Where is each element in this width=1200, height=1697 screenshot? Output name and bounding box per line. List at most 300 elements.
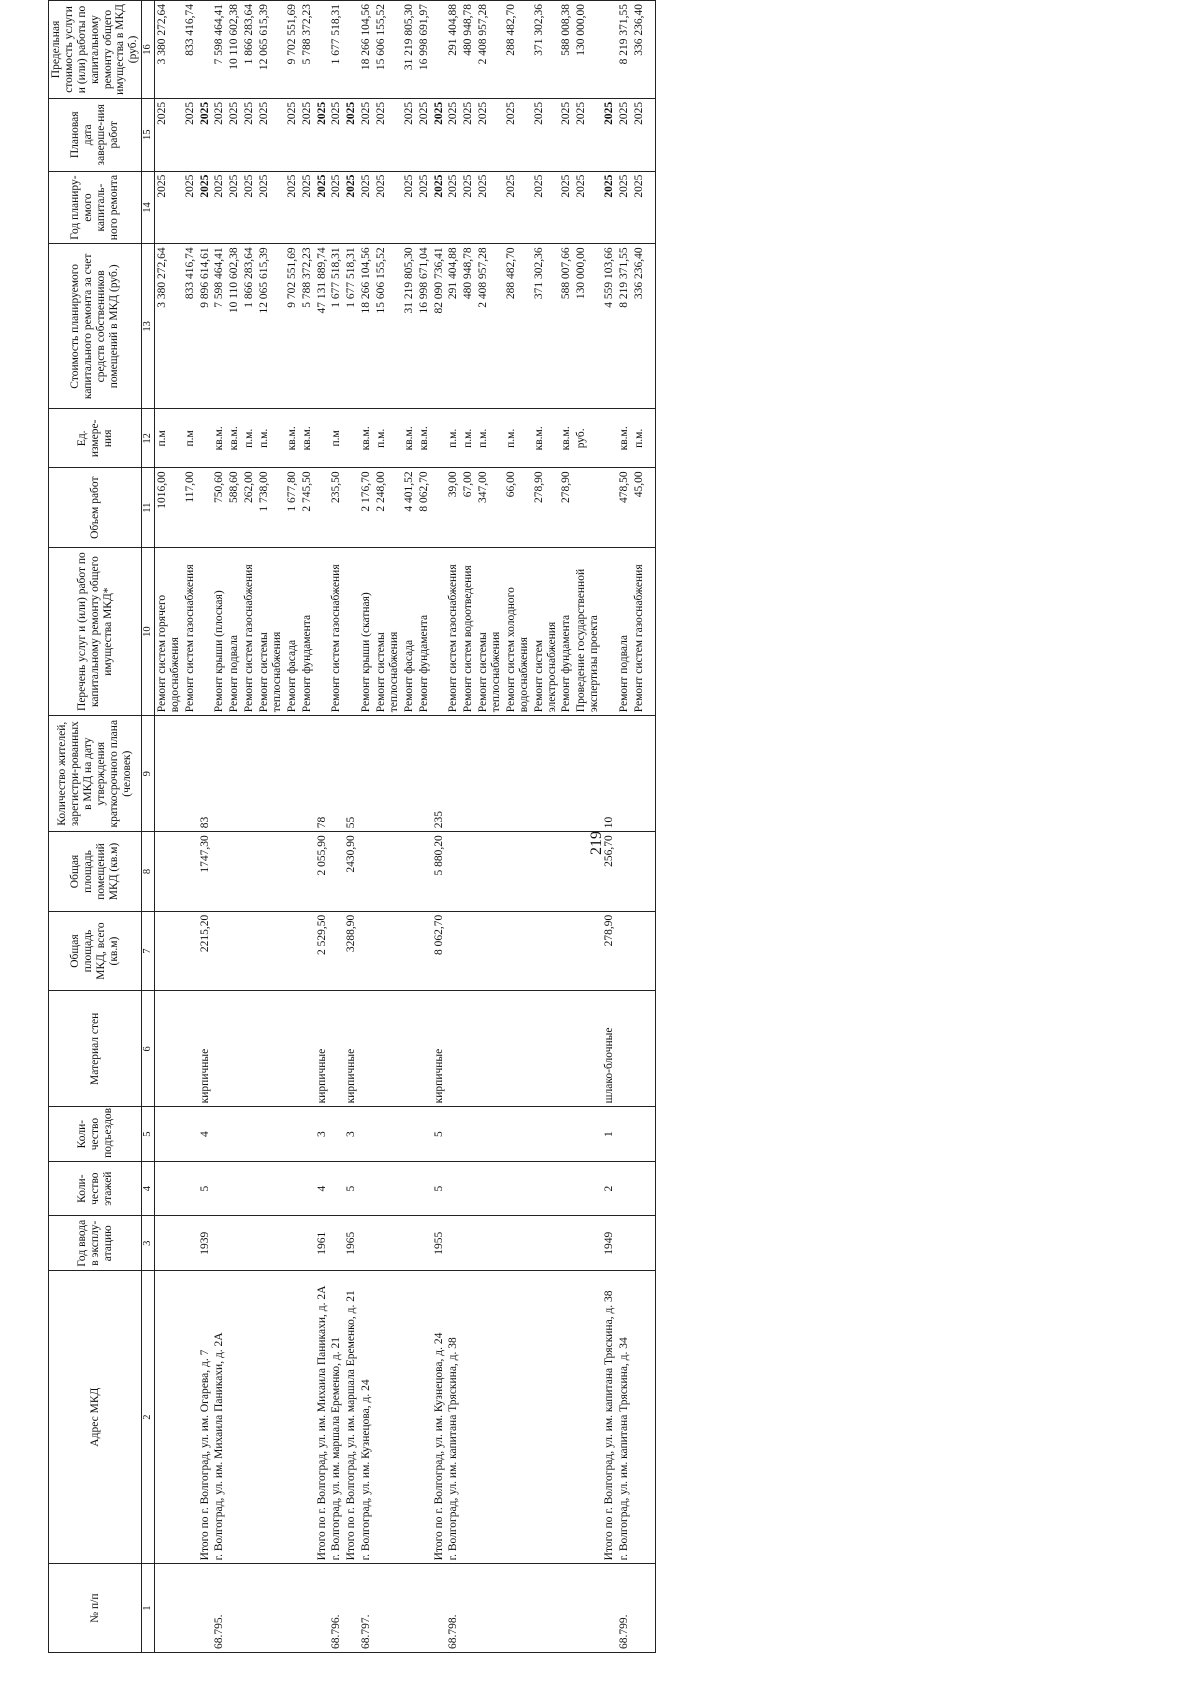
cell-col-11: 2 248,00: [374, 468, 402, 548]
cell-col-2: [461, 1271, 476, 1564]
cell-col-2: Итого по г. Волгоград, ул. им. Огарева, д. 7: [198, 1271, 213, 1564]
table-row: [374, 1, 402, 1653]
total-row: [432, 1, 447, 1653]
cell-col-4: [183, 1161, 198, 1216]
cell-col-6: [617, 991, 632, 1107]
cell-col-6: [374, 991, 402, 1107]
cell-col-2: [574, 1271, 602, 1564]
table-row: [285, 1, 300, 1653]
cell-col-11: 478,50: [617, 468, 632, 548]
cell-col-1: [183, 1564, 198, 1653]
cell-col-5: [504, 1107, 532, 1162]
cell-col-8: 2430,90: [344, 832, 359, 912]
cell-col-16: 1 677 518,31: [329, 1, 344, 99]
cell-col-13: 82 090 736,41: [432, 244, 447, 409]
cell-col-5: [632, 1107, 647, 1162]
cell-col-6: кирпичные: [315, 991, 330, 1107]
cell-col-13: 5 788 372,23: [300, 244, 315, 409]
cell-col-3: 1949: [602, 1216, 617, 1271]
cell-col-3: [154, 1216, 182, 1271]
cell-col-9: [574, 716, 602, 832]
cell-col-5: 3: [344, 1107, 359, 1162]
column-header-7: Общая площадь МКД, всего (кв.м): [49, 911, 142, 991]
cell-col-9: 55: [344, 716, 359, 832]
cell-col-1: 68.796.: [329, 1564, 344, 1653]
column-header-13: Стоимость планируемого капитального ремонта за счет средств собственников помещений в МКД (руб.): [49, 244, 142, 409]
cell-col-13: 15 606 155,52: [374, 244, 402, 409]
column-header-12: Ед. измере-ния: [49, 409, 142, 468]
cell-col-3: [402, 1216, 417, 1271]
cell-col-13: 1 677 518,31: [329, 244, 344, 409]
cell-col-8: 2 055,90: [315, 832, 330, 912]
cell-col-15: 2025: [461, 98, 476, 171]
total-row: [602, 1, 617, 1653]
table-row: [329, 1, 344, 1653]
cell-col-1: [315, 1564, 330, 1653]
cell-col-3: 1939: [198, 1216, 213, 1271]
bottom-cell: [647, 716, 656, 832]
cell-col-16: [432, 1, 447, 99]
cell-col-10: Ремонт систем электроснабжения: [532, 547, 560, 715]
column-number-7: 7: [142, 911, 155, 991]
cell-col-10: Ремонт фундамента: [417, 547, 432, 715]
cell-col-11: 2 745,50: [300, 468, 315, 548]
cell-col-3: [559, 1216, 574, 1271]
bottom-cell: [647, 832, 656, 912]
cell-col-8: 256,70: [602, 832, 617, 912]
cell-col-10: Ремонт систем холодного водоснабжения: [504, 547, 532, 715]
cell-col-12: п.м.: [242, 409, 257, 468]
cell-col-7: [183, 911, 198, 991]
cell-col-15: 2025: [574, 98, 602, 171]
cell-col-3: [574, 1216, 602, 1271]
cell-col-2: [227, 1271, 242, 1564]
cell-col-15: 2025: [344, 98, 359, 171]
cell-col-5: [532, 1107, 560, 1162]
cell-col-8: [212, 832, 227, 912]
cell-col-1: 68.799.: [617, 1564, 632, 1653]
cell-col-9: [559, 716, 574, 832]
cell-col-3: [617, 1216, 632, 1271]
cell-col-7: [402, 911, 417, 991]
cell-col-3: [417, 1216, 432, 1271]
column-number-15: 15: [142, 98, 155, 171]
cell-col-13: 130 000,00: [574, 244, 602, 409]
cell-col-12: п.м.: [476, 409, 504, 468]
cell-col-8: 5 880,20: [432, 832, 447, 912]
cell-col-2: [504, 1271, 532, 1564]
cell-col-7: 8 062,70: [432, 911, 447, 991]
cell-col-1: [574, 1564, 602, 1653]
table-row: [446, 1, 461, 1653]
column-number-3: 3: [142, 1216, 155, 1271]
table-row: [227, 1, 242, 1653]
total-row: [315, 1, 330, 1653]
column-header-16: Предельная стоимость услуги и (или) работы по капитальному ремонту общего имущества в МКД (руб.): [49, 1, 142, 99]
cell-col-9: [285, 716, 300, 832]
bottom-cell: [647, 1161, 656, 1216]
cell-col-7: [257, 911, 285, 991]
cell-col-15: 2025: [559, 98, 574, 171]
cell-col-1: [632, 1564, 647, 1653]
cell-col-3: [300, 1216, 315, 1271]
cell-col-6: [559, 991, 574, 1107]
cell-col-10: Ремонт систем водоотведения: [461, 547, 476, 715]
cell-col-4: 2: [602, 1161, 617, 1216]
cell-col-8: [359, 832, 374, 912]
cell-col-15: 2025: [183, 98, 198, 171]
cell-col-7: [574, 911, 602, 991]
cell-col-10: Ремонт систем газоснабжения: [183, 547, 198, 715]
table-row: [504, 1, 532, 1653]
cell-col-6: [227, 991, 242, 1107]
cell-col-5: [300, 1107, 315, 1162]
cell-col-2: г. Волгоград, ул. им. Михаила Паникахи, д. 2А: [212, 1271, 227, 1564]
column-number-row: [142, 1, 155, 1653]
bottom-cell: [647, 547, 656, 715]
cell-col-15: 2025: [198, 98, 213, 171]
cell-col-8: [402, 832, 417, 912]
cell-col-10: Ремонт фундамента: [300, 547, 315, 715]
cell-col-4: [504, 1161, 532, 1216]
cell-col-15: 2025: [329, 98, 344, 171]
column-header-2: Адрес МКД: [49, 1271, 142, 1564]
cell-col-1: 68.798.: [446, 1564, 461, 1653]
table-row: [559, 1, 574, 1653]
cell-col-2: [242, 1271, 257, 1564]
cell-col-4: [446, 1161, 461, 1216]
cell-col-2: [632, 1271, 647, 1564]
cell-col-8: [532, 832, 560, 912]
cell-col-6: [242, 991, 257, 1107]
cell-col-10: Ремонт системы теплоснабжения: [476, 547, 504, 715]
cell-col-6: [212, 991, 227, 1107]
cell-col-14: 2025: [402, 171, 417, 244]
cell-col-14: 2025: [417, 171, 432, 244]
column-number-5: 5: [142, 1107, 155, 1162]
cell-col-10: Ремонт подвала: [227, 547, 242, 715]
table-row: [461, 1, 476, 1653]
cell-col-6: шлако-блочные: [602, 991, 617, 1107]
cell-col-12: [432, 409, 447, 468]
cell-col-11: 750,60: [212, 468, 227, 548]
cell-col-14: 2025: [285, 171, 300, 244]
cell-col-12: кв.м.: [285, 409, 300, 468]
cell-col-14: 2025: [198, 171, 213, 244]
column-header-1: № п/п: [49, 1564, 142, 1653]
cell-col-16: 1 866 283,64: [242, 1, 257, 99]
cell-col-1: [559, 1564, 574, 1653]
cell-col-2: [559, 1271, 574, 1564]
cell-col-13: 4 559 103,66: [602, 244, 617, 409]
table-row: [476, 1, 504, 1653]
cell-col-11: 45,00: [632, 468, 647, 548]
cell-col-1: [257, 1564, 285, 1653]
cell-col-13: 2 408 957,28: [476, 244, 504, 409]
cell-col-7: 3288,90: [344, 911, 359, 991]
cell-col-5: [374, 1107, 402, 1162]
cell-col-12: [198, 409, 213, 468]
cell-col-12: кв.м.: [559, 409, 574, 468]
cell-col-7: [227, 911, 242, 991]
bottom-cell: [647, 1, 656, 99]
cell-col-7: [359, 911, 374, 991]
table-row: [417, 1, 432, 1653]
cell-col-13: 1 677 518,31: [344, 244, 359, 409]
cell-col-14: 2025: [359, 171, 374, 244]
cell-col-16: 130 000,00: [574, 1, 602, 99]
cell-col-8: [374, 832, 402, 912]
cell-col-8: [227, 832, 242, 912]
cell-col-13: 588 007,66: [559, 244, 574, 409]
cell-col-16: [344, 1, 359, 99]
cell-col-14: 2025: [574, 171, 602, 244]
cell-col-16: 288 482,70: [504, 1, 532, 99]
cell-col-6: [461, 991, 476, 1107]
cell-col-6: [300, 991, 315, 1107]
cell-col-6: [504, 991, 532, 1107]
cell-col-10: [432, 547, 447, 715]
cell-col-15: 2025: [602, 98, 617, 171]
cell-col-14: 2025: [461, 171, 476, 244]
cell-col-7: [504, 911, 532, 991]
cell-col-8: [257, 832, 285, 912]
column-number-10: 10: [142, 547, 155, 715]
cell-col-13: 3 380 272,64: [154, 244, 182, 409]
cell-col-9: [617, 716, 632, 832]
cell-col-4: [461, 1161, 476, 1216]
cell-col-10: [602, 547, 617, 715]
cell-col-9: [476, 716, 504, 832]
cell-col-12: кв.м.: [402, 409, 417, 468]
cell-col-14: 2025: [227, 171, 242, 244]
cell-col-11: 278,90: [532, 468, 560, 548]
cell-col-16: [198, 1, 213, 99]
cell-col-4: 4: [315, 1161, 330, 1216]
cell-col-7: [632, 911, 647, 991]
cell-col-2: [257, 1271, 285, 1564]
cell-col-2: г. Волгоград, ул. им. маршала Еременко, д. 21: [329, 1271, 344, 1564]
cell-col-16: 7 598 464,41: [212, 1, 227, 99]
cell-col-10: [344, 547, 359, 715]
cell-col-2: Итого по г. Волгоград, ул. им. Михаила Паникахи, д. 2А: [315, 1271, 330, 1564]
cell-col-2: [183, 1271, 198, 1564]
table-row: [300, 1, 315, 1653]
cell-col-6: кирпичные: [344, 991, 359, 1107]
cell-col-9: [329, 716, 344, 832]
cell-col-12: кв.м.: [532, 409, 560, 468]
cell-col-8: [329, 832, 344, 912]
cell-col-5: 4: [198, 1107, 213, 1162]
cell-col-10: Ремонт систем газоснабжения: [446, 547, 461, 715]
cell-col-16: [315, 1, 330, 99]
cell-col-14: 2025: [329, 171, 344, 244]
cell-col-8: [559, 832, 574, 912]
cell-col-11: 1016,00: [154, 468, 182, 548]
cell-col-6: [574, 991, 602, 1107]
cell-col-12: кв.м.: [417, 409, 432, 468]
cell-col-1: [402, 1564, 417, 1653]
cell-col-13: 9 702 551,69: [285, 244, 300, 409]
cell-col-9: [257, 716, 285, 832]
cell-col-5: [359, 1107, 374, 1162]
cell-col-16: 16 998 691,97: [417, 1, 432, 99]
cell-col-9: [227, 716, 242, 832]
column-header-4: Коли-чество этажей: [49, 1161, 142, 1216]
cell-col-15: 2025: [402, 98, 417, 171]
column-number-12: 12: [142, 409, 155, 468]
cell-col-12: п.м.: [257, 409, 285, 468]
cell-col-7: [476, 911, 504, 991]
cell-col-5: [574, 1107, 602, 1162]
cell-col-10: [315, 547, 330, 715]
cell-col-15: 2025: [532, 98, 560, 171]
column-header-9: Количество жителей, зарегистри-рованных в МКД на дату утверждения краткосрочного плана (человек): [49, 716, 142, 832]
cell-col-11: 66,00: [504, 468, 532, 548]
cell-col-14: 2025: [617, 171, 632, 244]
cell-col-5: [402, 1107, 417, 1162]
table-bottom-row: [647, 1, 656, 1653]
cell-col-8: [617, 832, 632, 912]
cell-col-9: [402, 716, 417, 832]
cell-col-3: [632, 1216, 647, 1271]
cell-col-14: 2025: [154, 171, 182, 244]
cell-col-10: Ремонт крыши (плоская): [212, 547, 227, 715]
cell-col-1: [300, 1564, 315, 1653]
cell-col-7: [242, 911, 257, 991]
cell-col-5: [242, 1107, 257, 1162]
bottom-cell: [647, 1271, 656, 1564]
cell-col-9: [504, 716, 532, 832]
cell-col-8: [417, 832, 432, 912]
cell-col-5: [461, 1107, 476, 1162]
cell-col-5: [617, 1107, 632, 1162]
cell-col-6: [632, 991, 647, 1107]
cell-col-12: п.м.: [446, 409, 461, 468]
column-header-15: Плановая дата заверше-ния работ: [49, 98, 142, 171]
cell-col-14: 2025: [374, 171, 402, 244]
bottom-cell: [647, 1564, 656, 1653]
cell-col-16: 833 416,74: [183, 1, 198, 99]
cell-col-2: [300, 1271, 315, 1564]
cell-col-4: [154, 1161, 182, 1216]
cell-col-15: 2025: [446, 98, 461, 171]
cell-col-3: [504, 1216, 532, 1271]
cell-col-3: 1955: [432, 1216, 447, 1271]
cell-col-10: Ремонт фундамента: [559, 547, 574, 715]
cell-col-6: [359, 991, 374, 1107]
cell-col-14: 2025: [300, 171, 315, 244]
column-number-9: 9: [142, 716, 155, 832]
cell-col-12: п.м: [329, 409, 344, 468]
cell-col-12: п.м.: [374, 409, 402, 468]
cell-col-6: кирпичные: [432, 991, 447, 1107]
cell-col-7: [329, 911, 344, 991]
cell-col-5: [446, 1107, 461, 1162]
cell-col-8: [574, 832, 602, 912]
cell-col-15: 2025: [632, 98, 647, 171]
cell-col-2: г. Волгоград, ул. им. капитана Тряскина, д. 38: [446, 1271, 461, 1564]
cell-col-4: [329, 1161, 344, 1216]
cell-col-16: 18 266 104,56: [359, 1, 374, 99]
cell-col-12: п.м.: [504, 409, 532, 468]
cell-col-10: Ремонт системы теплоснабжения: [257, 547, 285, 715]
cell-col-11: 39,00: [446, 468, 461, 548]
cell-col-4: [227, 1161, 242, 1216]
cell-col-7: 278,90: [602, 911, 617, 991]
cell-col-14: 2025: [476, 171, 504, 244]
cell-col-13: 18 266 104,56: [359, 244, 374, 409]
column-header-6: Материал стен: [49, 991, 142, 1107]
cell-col-5: [183, 1107, 198, 1162]
column-number-16: 16: [142, 1, 155, 99]
cell-col-8: [183, 832, 198, 912]
cell-col-7: [446, 911, 461, 991]
cell-col-1: [344, 1564, 359, 1653]
table-row: [183, 1, 198, 1653]
cell-col-11: 347,00: [476, 468, 504, 548]
cell-col-4: [374, 1161, 402, 1216]
cell-col-5: [212, 1107, 227, 1162]
cell-col-1: [242, 1564, 257, 1653]
cell-col-12: кв.м.: [300, 409, 315, 468]
cell-col-7: [374, 911, 402, 991]
cell-col-5: 3: [315, 1107, 330, 1162]
cell-col-11: 235,50: [329, 468, 344, 548]
cell-col-1: [461, 1564, 476, 1653]
cell-col-9: [374, 716, 402, 832]
cell-col-1: [504, 1564, 532, 1653]
cell-col-8: [242, 832, 257, 912]
cell-col-8: 1747,30: [198, 832, 213, 912]
cell-col-10: Проведение государственной экспертизы проекта: [574, 547, 602, 715]
table-row: [574, 1, 602, 1653]
cell-col-1: [432, 1564, 447, 1653]
cell-col-11: [602, 468, 617, 548]
column-number-13: 13: [142, 244, 155, 409]
cell-col-2: [154, 1271, 182, 1564]
cell-col-11: 117,00: [183, 468, 198, 548]
cell-col-3: [476, 1216, 504, 1271]
cell-col-6: [402, 991, 417, 1107]
cell-col-10: Ремонт фасада: [402, 547, 417, 715]
cell-col-14: 2025: [559, 171, 574, 244]
cell-col-3: [242, 1216, 257, 1271]
cell-col-11: 8 062,70: [417, 468, 432, 548]
cell-col-3: [446, 1216, 461, 1271]
cell-col-1: 68.797.: [359, 1564, 374, 1653]
cell-col-2: [532, 1271, 560, 1564]
bottom-cell: [647, 468, 656, 548]
cell-col-11: 2 176,70: [359, 468, 374, 548]
cell-col-13: 288 482,70: [504, 244, 532, 409]
cell-col-13: 16 998 671,04: [417, 244, 432, 409]
cell-col-13: 10 110 602,38: [227, 244, 242, 409]
table-row: [632, 1, 647, 1653]
cell-col-11: [574, 468, 602, 548]
cell-col-16: 15 606 155,52: [374, 1, 402, 99]
cell-col-5: [285, 1107, 300, 1162]
cell-col-7: [300, 911, 315, 991]
cell-col-13: 291 404,88: [446, 244, 461, 409]
cell-col-10: Ремонт систем газоснабжения: [329, 547, 344, 715]
cell-col-2: Итого по г. Волгоград, ул. им. капитана Тряскина, д. 38: [602, 1271, 617, 1564]
column-number-11: 11: [142, 468, 155, 548]
cell-col-3: 1965: [344, 1216, 359, 1271]
cell-col-13: 8 219 371,55: [617, 244, 632, 409]
cell-col-1: [154, 1564, 182, 1653]
cell-col-4: [559, 1161, 574, 1216]
